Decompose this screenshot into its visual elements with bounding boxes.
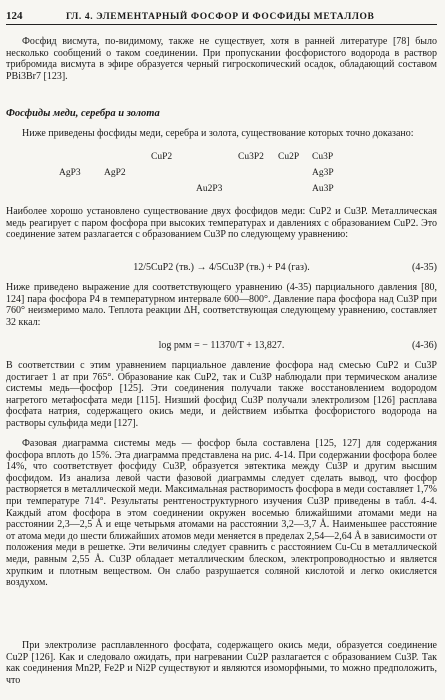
para5-block (6, 438, 437, 589)
table-cell: Cu3P (312, 152, 334, 162)
equation-1-text: 12/5CuP2 (тв.) → 4/5Cu3P (тв.) + P4 (газ). (133, 262, 310, 273)
table-cell: CuP2 (151, 152, 173, 162)
table-cell: AgP3 (59, 168, 81, 178)
paragraph-3: Ниже приведено выражение для соответствующего уравнению (4-35) парциального давления [80, 124] пара фосфора P4 в температурном интервале 600—800°. Давление пара фосфора над Cu3P при 760° неизмеримо мало. Теплота реакции ΔH, соответствующая следующему уравнению, составляет 32 ккал: (6, 282, 437, 328)
page-number: 124 (6, 10, 23, 22)
paragraph-1: Ниже приведены фосфиды меди, серебра и золота, существование которых точно доказано: (22, 128, 414, 139)
section-block (6, 108, 437, 120)
para2-block (6, 206, 437, 241)
table-cell: Cu2P (278, 152, 300, 162)
para4-block (6, 360, 437, 430)
table-cell: Au2P3 (196, 184, 223, 194)
equation-1-number: (4-35) (412, 262, 437, 273)
table-cell: Au3P (312, 184, 334, 194)
equation-2-number: (4-36) (412, 340, 437, 351)
para3-block (6, 282, 437, 328)
intro-block (6, 36, 437, 82)
chapter-title: ГЛ. 4. ЭЛЕМЕНТАРНЫЙ ФОСФОР И ФОСФИДЫ МЕТАЛЛОВ (66, 12, 375, 22)
paragraph-5: Фазовая диаграмма системы медь — фосфор была составлена [125, 127] для содержания фосфора вплоть до 15%. Эта диаграмма представлена на рис. 4-14. При содержании фосфора более 14%, что соответствует фосфиду Cu3P, образуется эвтектика между Cu3P и другим высшим фосфидом. Из анализа левой части фазовой диаграммы следует сделать вывод, что фосфор растворяется в металлической меди. Максимальная растворимость фосфора в меди составляет 1,7% при температуре 714°. Результаты рентгеноструктурного изучения Cu3P приведены в табл. 4-4. Каждый атом фосфора в этом соединении окружен восемью ближайшими атомами меди на расстоянии 2,3—2,5 Å и еще четырьмя атомами на расстоянии 3,2—3,7 Å. Наименьшее расстояние от атома меди до шести ближайших атомов меди меняется в пределах 2,54—2,64 Å в зависимости от положения меди в решетке. Эти величины следует сравнить с расстоянием Cu-Cu в металлической меди, равным 2,55 Å. Cu3P обладает металлическим блеском, электропроводностью и является хрупким и плотным веществом. Он слабо разрушается соляной кислотой и легко окисляется воздухом. (6, 438, 437, 589)
section-title: Фосфиды меди, серебра и золота (6, 108, 160, 119)
paragraph-2: Наиболее хорошо установлено существование двух фосфидов меди: CuP2 и Cu3P. Металлическая медь реагирует с паром фосфора при высоких температурах и давлениях с образованием CuP2. Это соединение затем разлагается с образованием Cu3P по следующему уравнению: (6, 206, 437, 241)
phosphides-table (6, 152, 437, 200)
equation-2-text: log pмм = − 11370/T + 13,827. (158, 340, 285, 351)
page-header (6, 10, 437, 25)
equation-1 (6, 262, 437, 273)
table-cell: Cu3P2 (238, 152, 264, 162)
para1-block (6, 128, 437, 140)
paragraph-4: В соответствии с этим уравнением парциальное давление фосфора над смесью CuP2 и Cu3P достигает 1 ат при 765°. Образование как CuP2, так и Cu3P наблюдали при термическом анализе системы медь—фосфор [125]. Эти соединения получали также восстановлением водородом нагретого метафосфата меди [115]. Низший фосфид Cu3P получали электролизом [126] расплава фосфата натрия, содержащего окись меди, и действием избытка фосфористого водорода на растворы сульфида меди [127]. (6, 360, 437, 429)
table-cell: AgP2 (104, 168, 126, 178)
table-cell: Ag3P (312, 168, 334, 178)
intro-paragraph: Фосфид висмута, по-видимому, также не существует, хотя в ранней литературе [78] было несколько сообщений о таком соединении. При пропускании фосфористого водорода в раствор трибромида висмута в эфире образуется черный гигроскопический осадок, обладающий составом PBi3Br7 [123]. (6, 36, 437, 82)
paragraph-6: При электролизе расплавленного фосфата, содержащего окись меди, образуется соединение Cu2P [126]. Как и следовало ожидать, при нагревании Cu2P разлагается с образованием Cu3P. Так как соединения Mn2P, Fe2P и Ni2P существуют и являются изоморфными, то можно предположить, что (6, 640, 437, 686)
para6-block (6, 640, 437, 686)
equation-2 (6, 340, 437, 351)
